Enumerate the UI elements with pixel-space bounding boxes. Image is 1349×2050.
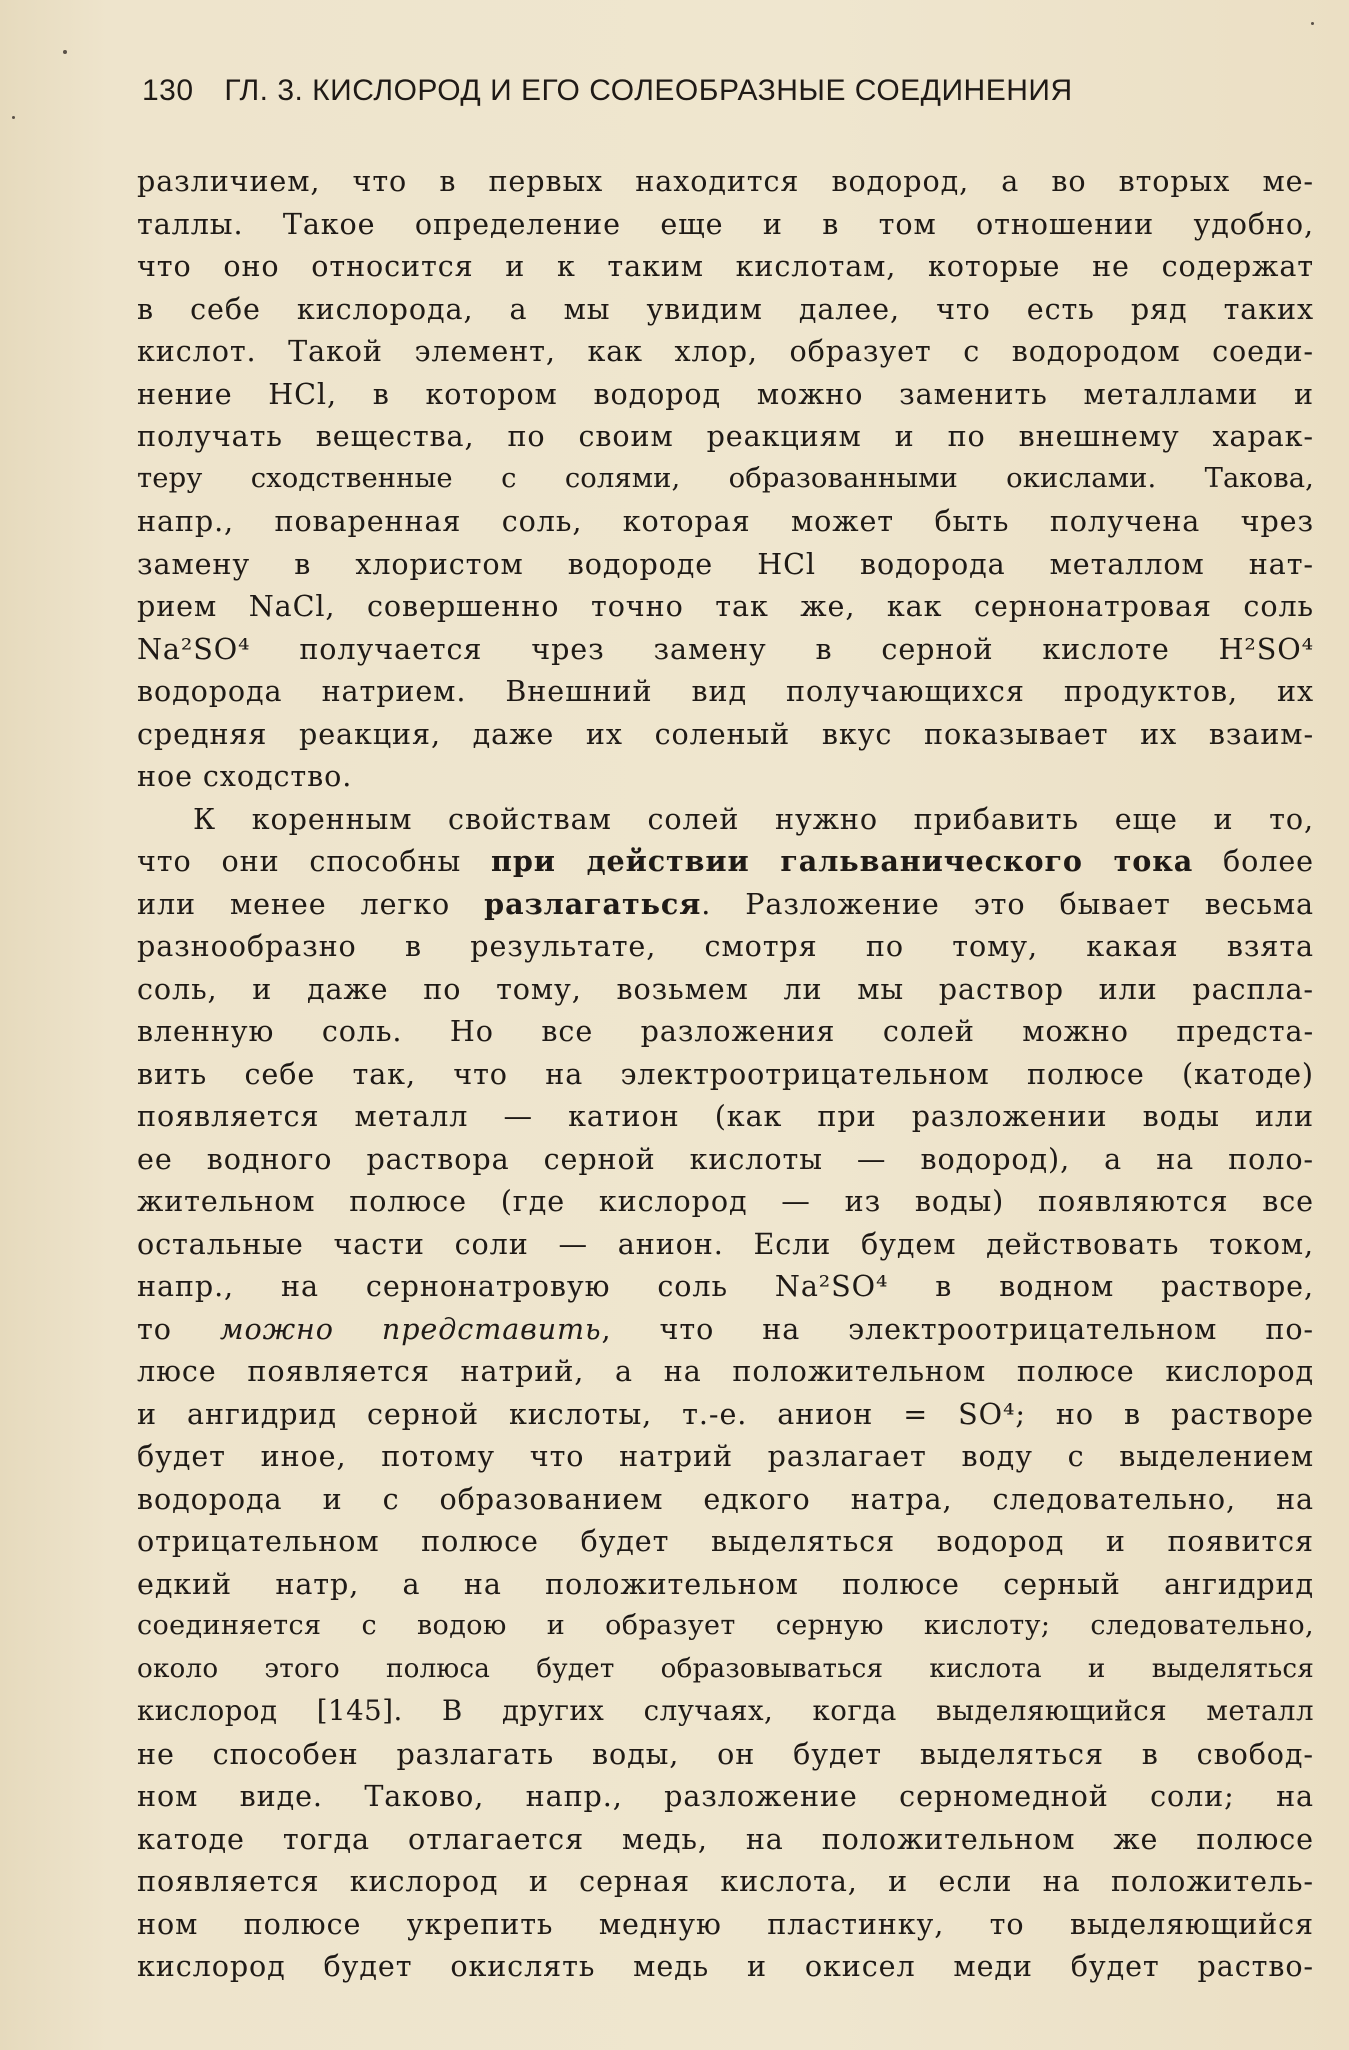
text-line: таллы. Такое определение еще и в том отношении удобно,: [137, 206, 1314, 241]
text-line: ном полюсе укрепить медную пластинку, то выделяющийся: [137, 1906, 1314, 1941]
text-fragment: или менее легко: [137, 886, 485, 921]
italic-term: можно представить: [219, 1311, 602, 1346]
text-line: появляется кислород и серная кислота, и если на положитель-: [137, 1864, 1314, 1898]
text-line: кислот. Такой элемент, как хлор, образует с водородом соеди-: [137, 334, 1314, 368]
ink-speck: [63, 50, 67, 54]
text-fragment: то: [137, 1311, 220, 1346]
text-line: вленную соль. Но все разложения солей можно предста-: [137, 1014, 1314, 1048]
page-number: 130: [142, 74, 194, 107]
text-line: напр., на сернонатровую соль Na²SO⁴ в водном растворе,: [137, 1269, 1314, 1303]
bold-term: разлагаться: [484, 886, 702, 921]
text-line: ном виде. Таково, напр., разложение серномедной соли; на: [137, 1779, 1314, 1813]
text-line: соль, и даже по тому, возьмем ли мы раствор или распла-: [137, 971, 1314, 1006]
ink-speck: [12, 116, 15, 119]
text-line: люсе появляется натрий, а на положительном полюсе кислород: [137, 1354, 1314, 1388]
text-line: жительном полюсе (где кислород — из воды) появляются все: [137, 1184, 1314, 1218]
text-fragment: более: [1193, 844, 1314, 878]
paragraph-first-line: К коренным свойствам солей нужно прибавить еще и то,: [193, 801, 1314, 836]
text-line: водорода и с образованием едкого натра, следовательно, на: [137, 1481, 1314, 1516]
text-line: [137, 883, 1314, 926]
text-line: рием NaCl, совершенно точно так же, как сернонатровая соль: [137, 589, 1314, 623]
text-line: появляется металл — катион (как при разложении воды или: [137, 1099, 1314, 1133]
text-line: около этого полюса будет образовываться кислота и выделяться: [137, 1653, 1314, 1684]
text-line: кислород будет окислять медь и окисел меди будет раство-: [137, 1949, 1314, 1983]
text-line: замену в хлористом водороде HCl водорода металлом нат-: [137, 546, 1314, 581]
text-line: едкий натр, а на положительном полюсе серный ангидрид: [137, 1566, 1314, 1601]
text-line: [137, 1308, 1314, 1351]
text-line: ее водного раствора серной кислоты — водород), а на поло-: [137, 1141, 1314, 1176]
text-line: вить себе так, что на электроотрицательном полюсе (катоде): [137, 1056, 1314, 1091]
text-line: катоде тогда отлагается медь, на положительном же полюсе: [137, 1821, 1314, 1856]
text-line: напр., поваренная соль, которая может быть получена чрез: [137, 504, 1314, 538]
text-line: средняя реакция, даже их соленый вкус показывает их взаим-: [137, 716, 1314, 751]
text-fragment: . Разложение это бывает весьма: [701, 886, 1315, 921]
bold-term: при действии гальванического тока: [491, 844, 1194, 878]
text-line: в себе кислорода, а мы увидим далее, что есть ряд таких: [137, 291, 1314, 326]
text-line: соединяется с водою и образует серную кислоту; следовательно,: [137, 1610, 1314, 1641]
text-fragment: что они способны: [137, 844, 492, 878]
running-header: [142, 74, 1272, 108]
text-line: кислород [145]. В других случаях, когда выделяющийся металл: [137, 1694, 1314, 1727]
text-fragment: , что на электроотрицательном по-: [601, 1311, 1314, 1346]
text-line: ное сходство.: [137, 759, 353, 793]
text-line: Na²SO⁴ получается чрез замену в серной кислоте H²SO⁴: [137, 631, 1314, 666]
text-line: будет иное, потому что натрий разлагает воду с выделением: [137, 1439, 1314, 1473]
ink-speck: [1311, 22, 1314, 25]
text-line: водорода натрием. Внешний вид получающихся продуктов, их: [137, 674, 1314, 708]
text-line: [137, 840, 1314, 883]
text-line: не способен разлагать воды, он будет выделяться в свобод-: [137, 1736, 1314, 1771]
text-line: нение HCl, в котором водород можно заменить металлами и: [137, 376, 1314, 411]
text-line: разнообразно в результате, смотря по тому, какая взята: [137, 929, 1314, 963]
text-line: остальные части соли — анион. Если будем действовать током,: [137, 1226, 1314, 1261]
body-text: [137, 160, 1314, 1988]
text-line: теру сходственные с солями, образованными окислами. Такова,: [137, 462, 1314, 494]
text-line: и ангидрид серной кислоты, т.-е. анион = SO⁴; но в растворе: [137, 1396, 1314, 1431]
text-line: что оно относится и к таким кислотам, которые не содержат: [137, 249, 1314, 283]
text-line: отрицательном полюсе будет выделяться водород и появится: [137, 1524, 1314, 1558]
text-line: различием, что в первых находится водород, а во вторых ме-: [137, 164, 1314, 198]
chapter-title: ГЛ. 3. КИСЛОРОД И ЕГО СОЛЕОБРАЗНЫЕ СОЕДИНЕНИЯ: [224, 74, 1073, 107]
text-line: получать вещества, по своим реакциям и по внешнему харак-: [137, 419, 1314, 453]
